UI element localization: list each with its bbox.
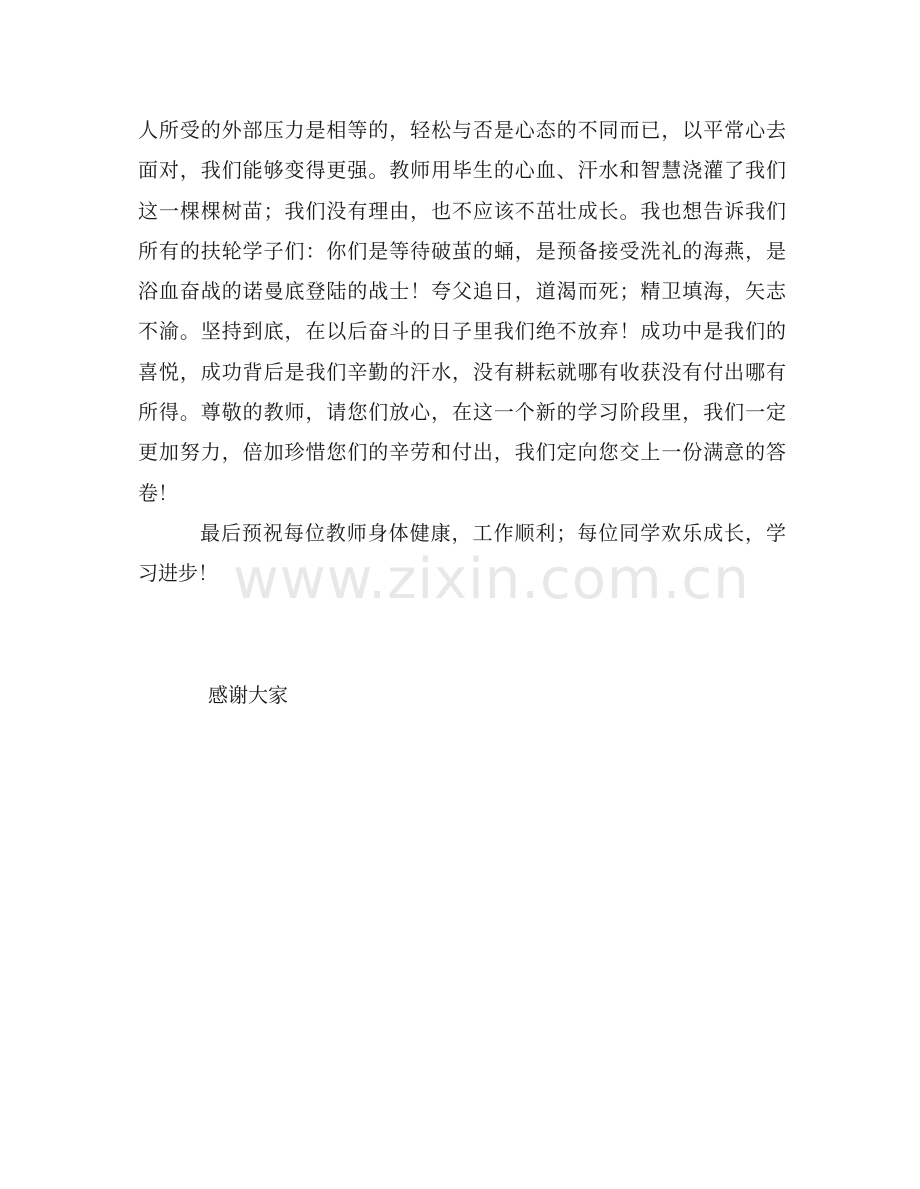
paragraph-1 [138, 110, 786, 513]
paragraph-line: 更加努力，倍加珍惜您们的辛劳和付出，我们定向您交上一份满意的答 [138, 440, 786, 465]
paragraph-line: 卷！ [138, 480, 178, 505]
paragraph-2 [138, 513, 786, 594]
paragraph-line: 所得。尊敬的教师，请您们放心，在这一个新的学习阶段里，我们一定 [138, 400, 786, 425]
paragraph-line: 习进步！ [138, 561, 218, 586]
document-body [138, 110, 786, 594]
paragraph-line: 不渝。坚持到底，在以后奋斗的日子里我们绝不放弃！成功中是我们的 [138, 319, 786, 344]
paragraph-line: 人所受的外部压力是相等的，轻松与否是心态的不同而已，以平常心去 [138, 118, 786, 142]
watermark: www.zixin.com.cn [233, 547, 750, 612]
paragraph-line: 所有的扶轮学子们：你们是等待破茧的蛹，是预备接受洗礼的海燕，是 [138, 238, 786, 263]
closing-text: 感谢大家 [208, 683, 288, 707]
paragraph-line: 面对，我们能够变得更强。教师用毕生的心血、汗水和智慧浇灌了我们 [138, 158, 786, 183]
paragraph-line: 最后预祝每位教师身体健康，工作顺利；每位同学欢乐成长，学 [200, 520, 786, 545]
paragraph-line: 这一棵棵树苗；我们没有理由，也不应该不茁壮成长。我也想告诉我们 [138, 198, 786, 223]
paragraph-line: 浴血奋战的诺曼底登陆的战士！夸父追日，道渴而死；精卫填海，矢志 [138, 279, 786, 304]
paragraph-line: 喜悦，成功背后是我们辛勤的汗水，没有耕耘就哪有收获没有付出哪有 [138, 359, 786, 384]
